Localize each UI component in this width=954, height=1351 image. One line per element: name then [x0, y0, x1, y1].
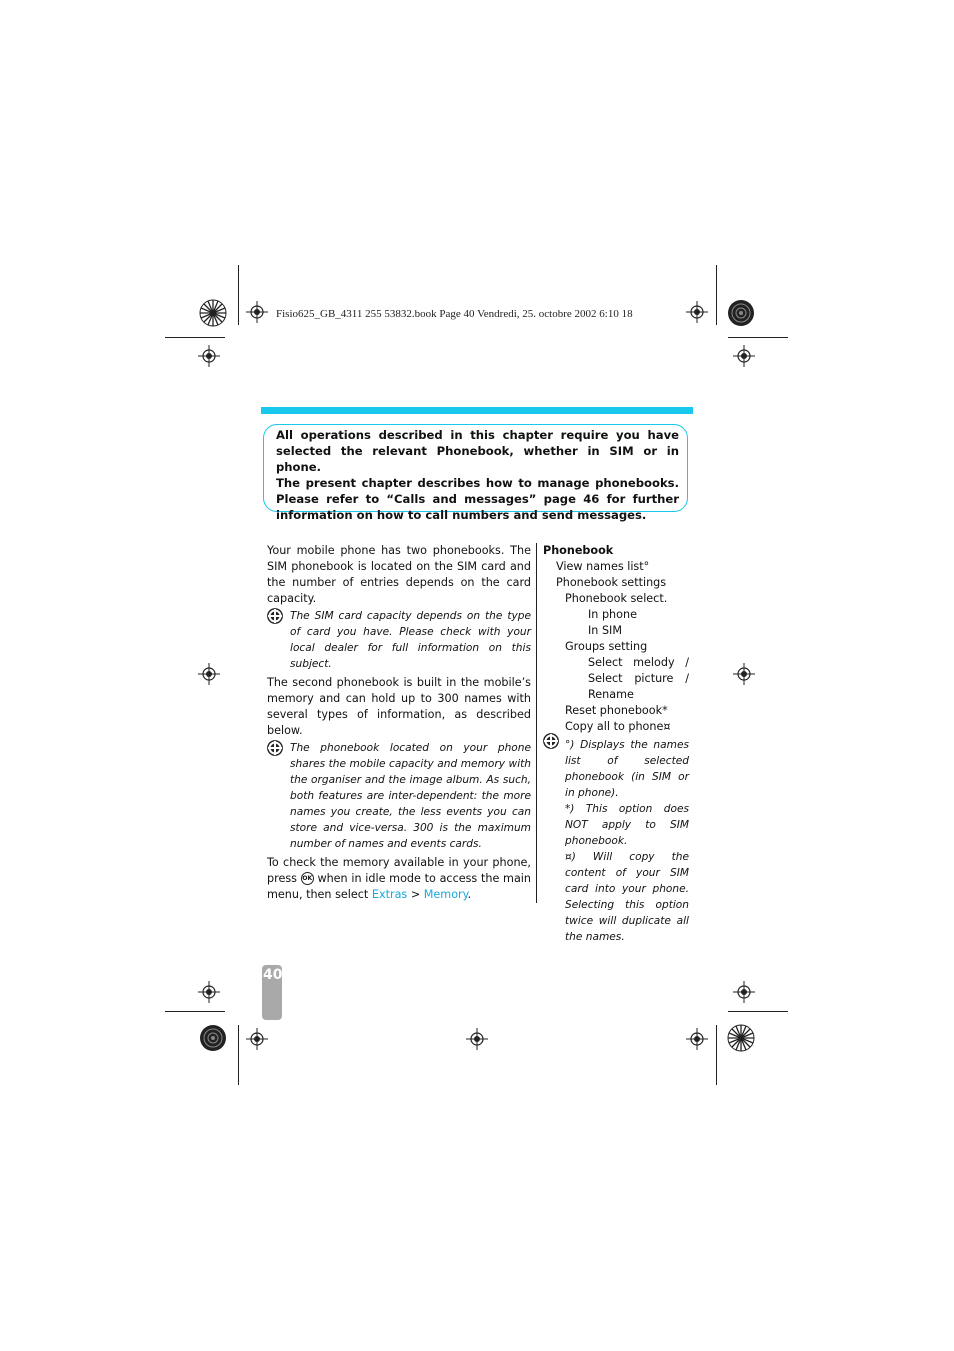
intro-paragraph: Your mobile phone has two phonebooks. The SIM phonebook is located on the SIM card and the number of entries depends on the card capacity. [267, 544, 531, 605]
footnote-copy: ¤) Will copy the content of your SIM card into your phone. Selecting this option twice will duplicate all the names. [565, 851, 689, 943]
crop-mark-top-left-vertical [238, 265, 239, 325]
extras-link[interactable]: Extras [371, 888, 408, 901]
menu-item-phonebook-select: Phonebook select. [565, 592, 668, 605]
menu-item-copy-all: Copy all to phone¤ [565, 720, 671, 733]
notice-box [263, 424, 688, 522]
menu-footnotes [543, 737, 689, 945]
left-column [267, 543, 531, 903]
section-bar [261, 407, 693, 414]
crop-mark-top-right-horizontal [728, 337, 788, 338]
registration-mark-icon [733, 345, 755, 367]
select-word: Select [588, 672, 623, 685]
memory-check-paragraph [267, 855, 531, 903]
registration-mark-icon [686, 1028, 708, 1050]
note-sim-capacity [267, 608, 531, 672]
crop-mark-bottom-left-vertical [238, 1025, 239, 1085]
menu-item-groups-setting: Groups setting [565, 640, 648, 653]
notice-paragraph-1: All operations described in this chapter require you have selected the relevant Phonebook, whether in SIM or in phone. [276, 428, 679, 474]
star-target-icon [727, 1024, 755, 1052]
memory-instruction-text-continued: when in idle mode to access the main menu, then select [267, 872, 531, 901]
registration-mark-icon [686, 301, 708, 323]
page-number: 40 [263, 967, 283, 983]
crop-mark-top-right-vertical [716, 265, 717, 325]
slash: / [685, 672, 689, 685]
footnote-degree: °) Displays the names list of selected phonebook (in SIM or in phone). [565, 739, 689, 799]
menu-item-reset-phonebook: Reset phonebook* [565, 704, 668, 717]
menu-item-in-phone: In phone [588, 608, 637, 621]
ok-key-icon: OK [301, 872, 314, 885]
period: . [467, 888, 472, 901]
registration-mark-icon [198, 345, 220, 367]
crop-mark-bottom-left-horizontal [165, 1011, 225, 1012]
memory-link[interactable]: Memory [423, 888, 468, 901]
menu-item-select-melody [543, 655, 689, 671]
registration-mark-icon [198, 981, 220, 1003]
menu-separator: > [410, 888, 421, 901]
menu-item-in-sim: In SIM [588, 624, 622, 637]
density-target-icon [727, 299, 755, 327]
note-text: The phonebook located on your phone shares the mobile capacity and memory with the organiser and the image album. As such, both features are inter-dependent: the more names you create, the less events you can store and vice-versa. 300 is the maximum number of names and events cards. [290, 742, 531, 850]
info-note-icon [267, 740, 283, 756]
crop-mark-bottom-right-horizontal [728, 1011, 788, 1012]
crop-mark-top-left-horizontal [165, 337, 225, 338]
picture-word: picture [634, 672, 674, 685]
melody-word: melody [633, 656, 675, 669]
info-note-icon [543, 733, 559, 749]
note-text: The SIM card capacity depends on the type of card you have. Please check with your local dealer for full information on this subject. [290, 610, 531, 670]
menu-item-rename: Rename [588, 688, 634, 701]
star-target-icon [199, 299, 227, 327]
select-word: Select [588, 656, 623, 669]
print-header: Fisio625_GB_4311 255 53832.book Page 40 Vendredi, 25. octobre 2002 6:10 18 [276, 308, 633, 320]
registration-mark-icon [198, 663, 220, 685]
registration-mark-icon [246, 1028, 268, 1050]
memory-instruction-text: To check the memory available in your phone, press [267, 856, 531, 885]
info-note-icon [267, 608, 283, 624]
menu-item-phonebook-settings: Phonebook settings [556, 576, 667, 589]
registration-mark-icon [733, 981, 755, 1003]
menu-item-view-names: View names list° [556, 560, 650, 573]
second-phonebook-paragraph: The second phonebook is built in the mobile’s memory and can hold up to 300 names with several types of information, as described below. [267, 676, 531, 737]
registration-mark-icon [733, 663, 755, 685]
footnote-star: *) This option does NOT apply to SIM phonebook. [565, 803, 689, 847]
column-divider [536, 543, 537, 903]
registration-mark-icon [246, 301, 268, 323]
notice-paragraph-2: The present chapter describes how to manage phonebooks. Please refer to “Calls and messages” page 46 for further information on how to call numbers and send messages. [276, 476, 679, 522]
menu-title: Phonebook [543, 544, 614, 557]
menu-item-select-picture [543, 671, 689, 687]
registration-mark-icon [466, 1028, 488, 1050]
slash: / [685, 656, 689, 669]
phonebook-menu-tree [543, 543, 689, 945]
density-target-icon [199, 1024, 227, 1052]
note-shared-memory [267, 740, 531, 852]
crop-mark-bottom-right-vertical [716, 1025, 717, 1085]
